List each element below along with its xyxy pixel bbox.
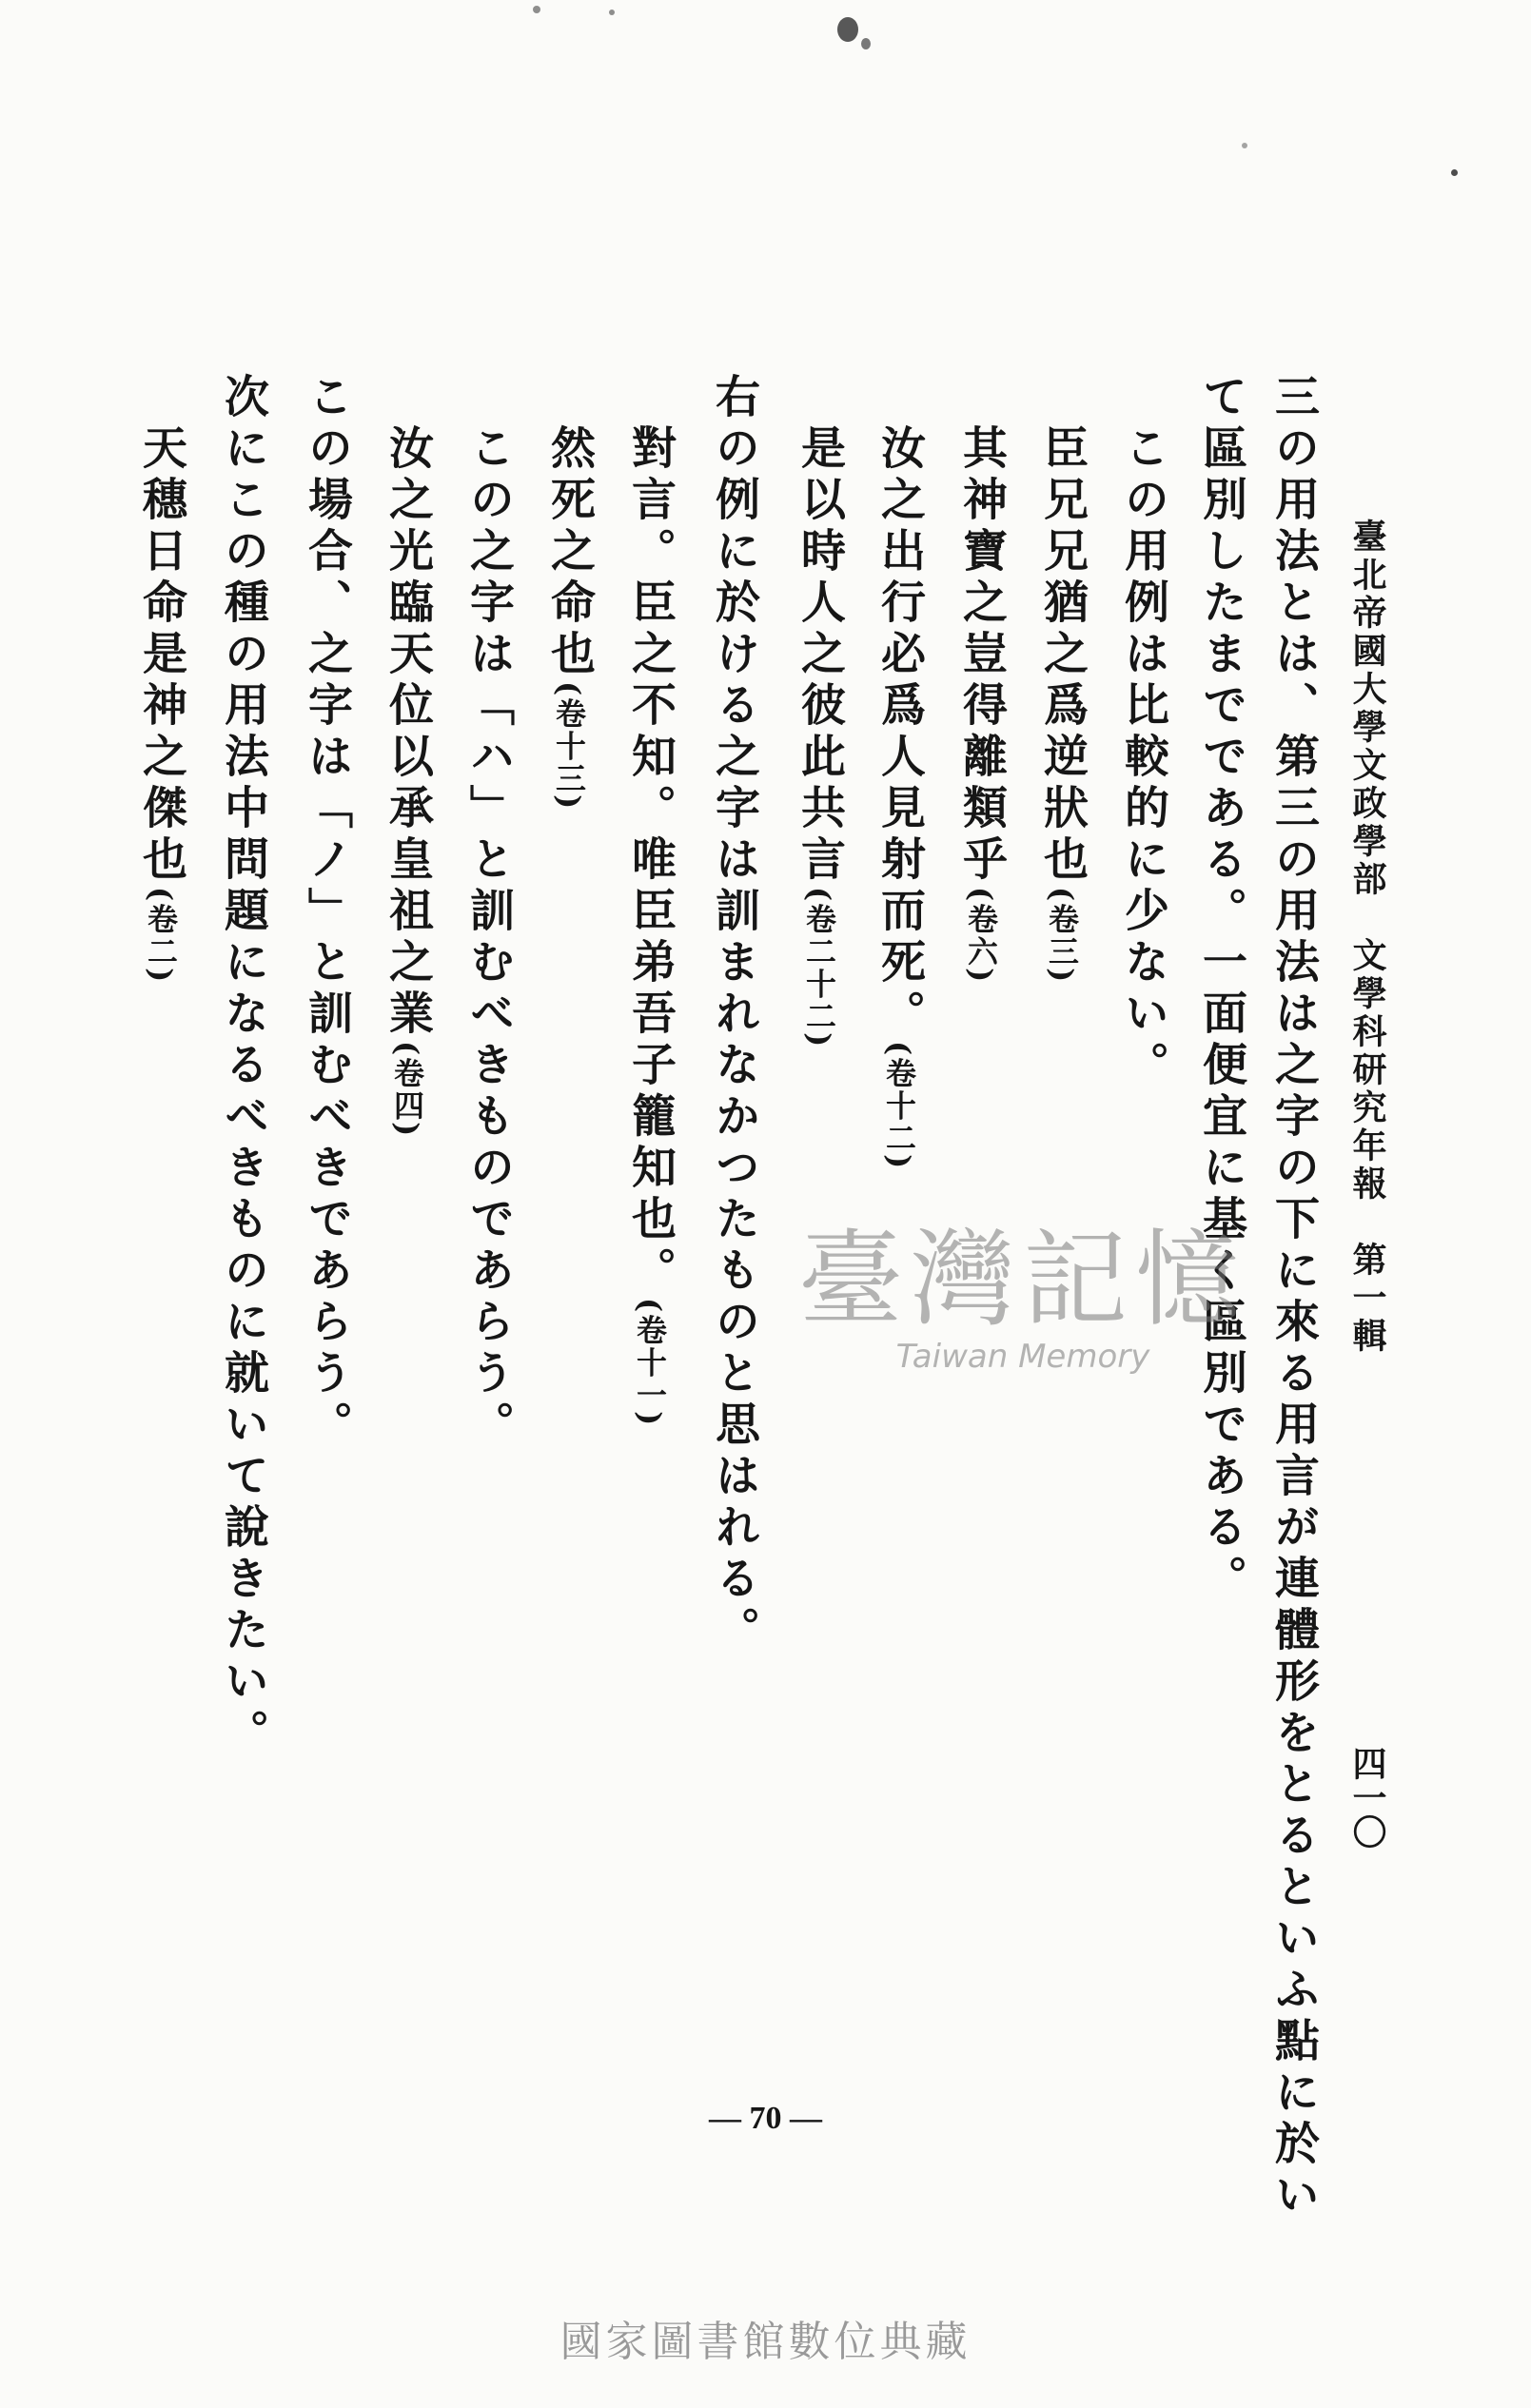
text-line-7: 是以時人之彼此共言(卷二十二) <box>794 373 846 1049</box>
scan-speck <box>837 17 858 42</box>
scan-speck <box>1242 143 1247 148</box>
volume-reference: (卷十二) <box>881 1041 917 1171</box>
text-line-3: この用例は比較的に少ない。 <box>1117 373 1169 1092</box>
text-line-15: 天穗日命是神之傑也(卷二) <box>135 373 187 985</box>
scan-speck <box>861 38 871 49</box>
page-number: — 70 — <box>709 2101 822 2136</box>
text-line-10: 然死之命也(卷十三) <box>543 373 596 812</box>
volume-reference: (卷六) <box>963 887 999 985</box>
scan-speck <box>609 10 615 15</box>
text-line-13: この場合、之字は「ノ」と訓むべきであらう。 <box>301 373 353 1452</box>
watermark-english: Taiwan Memory <box>895 1338 1150 1376</box>
text-line-9: 對言。臣之不知。唯臣弟吾子籠知也。(卷十一) <box>624 373 677 1428</box>
volume-reference: (卷三) <box>1044 887 1080 985</box>
text-line-6: 汝之出行必爲人見射而死。(卷十二) <box>873 373 926 1171</box>
text-line-4: 臣兄兄猶之爲逆狀也(卷三) <box>1036 373 1089 985</box>
running-title: 臺北帝國大學文政學部 文學科研究年報 第一輯 <box>1347 519 1387 1356</box>
text-line-12: 汝之光臨天位以承皇祖之業(卷四) <box>382 373 434 1139</box>
page-kanji-number: 四一〇 <box>1347 1746 1387 1849</box>
text-line-11: この之字は「ハ」と訓むべきものであらう。 <box>462 373 515 1452</box>
watermark <box>775 1219 1270 1376</box>
library-credit: 國家圖書館數位典藏 <box>559 2318 972 2366</box>
volume-reference: (卷十三) <box>551 681 587 812</box>
text-line-2: て區別したまでである。一面便宜に基く區別である。 <box>1195 373 1247 1606</box>
volume-reference: (卷二十二) <box>801 887 837 1049</box>
volume-reference: (卷二) <box>143 887 179 985</box>
volume-reference: (卷十一) <box>632 1298 668 1428</box>
scan-speck <box>533 6 540 13</box>
text-line-1: 三の用法とは、第三の用法は之字の下に來る用言が連體形をとるといふ點に於い <box>1267 373 1320 2222</box>
watermark-chinese: 臺灣記憶 <box>798 1219 1247 1341</box>
text-line-5: 其神寶之豈得離類乎(卷六) <box>955 373 1008 985</box>
text-line-14: 次にこの種の用法中問題になるべきものに就いて說きたい。 <box>217 373 269 1760</box>
scan-speck <box>1451 169 1458 176</box>
volume-reference: (卷四) <box>389 1041 425 1139</box>
text-line-8: 右の例に於ける之字は訓まれなかつたものと思はれる。 <box>708 373 760 1657</box>
